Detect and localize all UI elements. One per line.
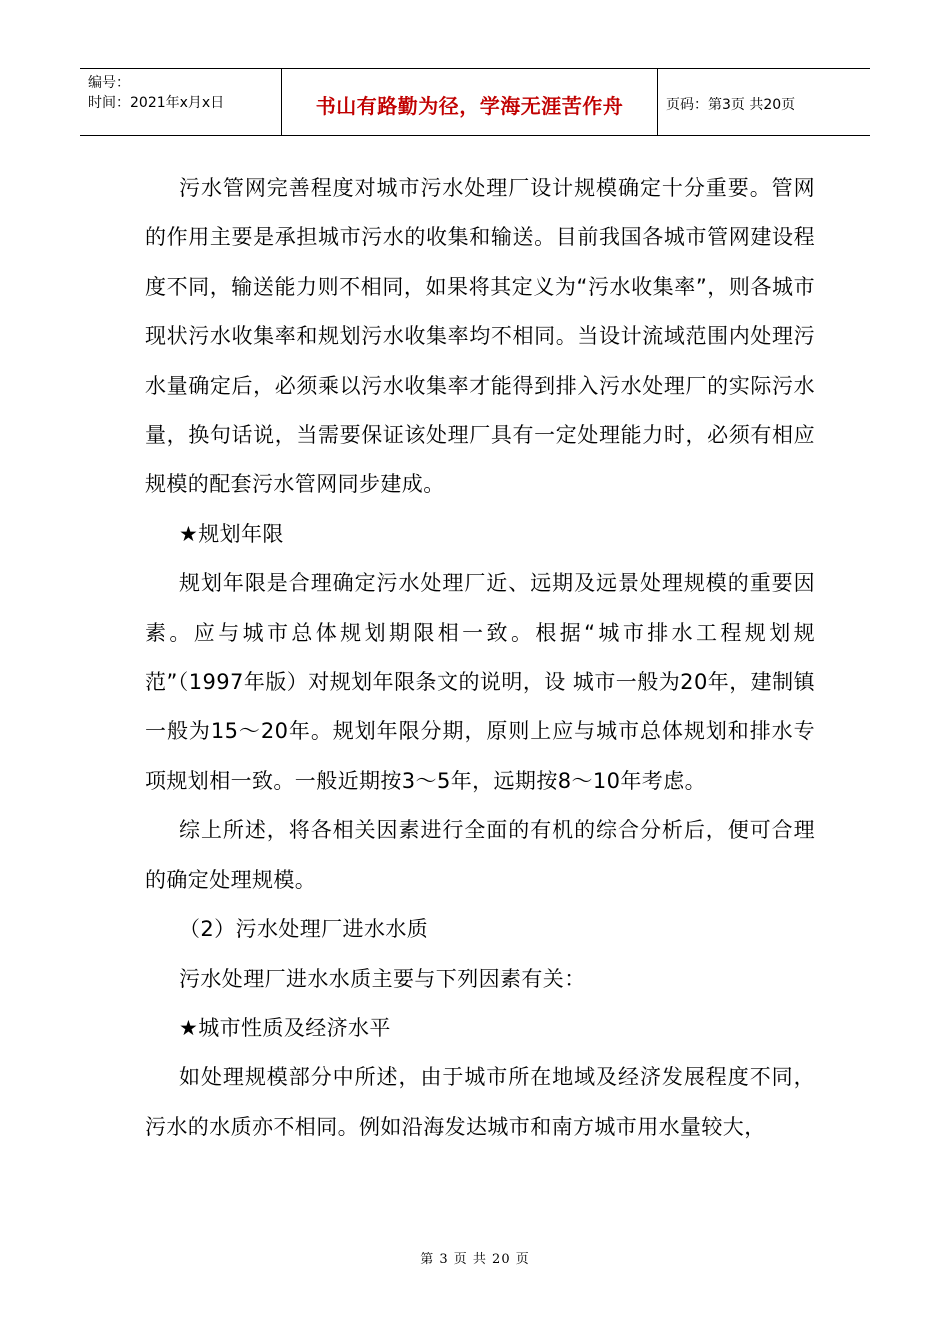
header-motto-cell [282,69,658,135]
document-number-label: 编号： [88,75,130,91]
heading-planning-period: ★规划年限 [179,521,284,546]
page-header [80,68,870,136]
heading-influent-quality: （2）污水处理厂进水水质 [179,917,429,942]
paragraph-influent-factors: 污水处理厂进水水质主要与下列因素有关： [179,966,586,991]
header-page-label: 页码：第3页 共20页 [666,97,796,113]
paragraph-city-economy: 如处理规模部分中所述，由于城市所在地域及经济发展程度不同，污水的水质亦不相同。例如沿海发达城市和南方城市用水量较大， [145,1065,815,1139]
header-meta-cell [80,69,282,135]
document-body [145,164,815,1152]
heading-city-economy: ★城市性质及经济水平 [179,1015,391,1040]
paragraph-sewer-network: 污水管网完善程度对城市污水处理厂设计规模确定十分重要。管网的作用主要是承担城市污水的收集和输送。目前我国各城市管网建设程度不同，输送能力则不相同，如果将其定义为“污水收集率”，则各城市现状污水收集率和规划污水收集率均不相同。当设计流域范围内处理污水量确定后，必须乘以污水收集率才能得到排入污水处理厂的实际污水量，换句话说，当需要保证该处理厂具有一定处理能力时，必须有相应规模的配套污水管网同步建成。 [145,176,815,497]
paragraph-summary: 综上所述，将各相关因素进行全面的有机的综合分析后，便可合理的确定处理规模。 [145,818,815,892]
header-motto: 书山有路勤为径，学海无涯苦作舟 [315,93,624,118]
document-date-label: 时间：2021年x月x日 [88,95,225,111]
header-page-cell [658,69,870,135]
page-footer: 第 3 页 共 20 页 [420,1252,530,1267]
paragraph-planning-period: 规划年限是合理确定污水处理厂近、远期及远景处理规模的重要因素。应与城市总体规划期限相一致。根据“城市排水工程规划规范”（1997年版）对规划年限条文的说明，设 城市一般为20年，建制镇一般为15～20年。规划年限分期，原则上应与城市总体规划和排水专项规划相一致。一般近期按3～5年，远期按8～10年考虑。 [145,571,815,793]
